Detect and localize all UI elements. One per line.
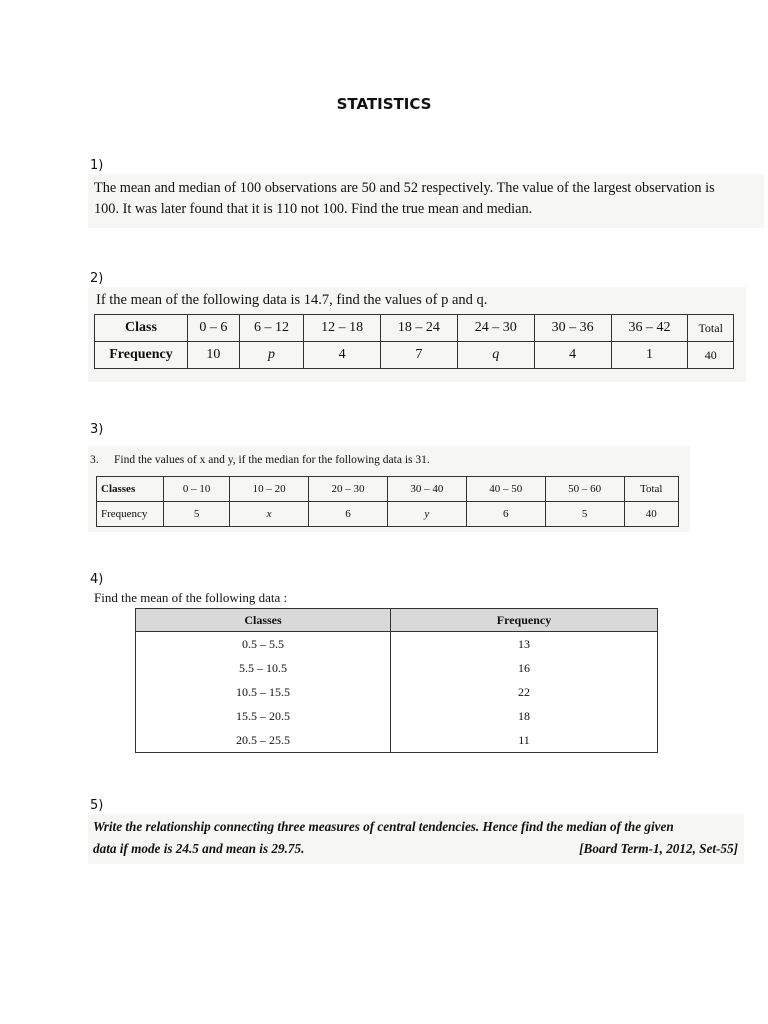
table-row (95, 342, 734, 369)
table-cell: 1 (611, 342, 688, 369)
question-3-prefix: 3. (90, 454, 99, 466)
table-header-row (97, 477, 679, 502)
table-cell: 12 – 18 (304, 315, 381, 342)
table-cell: 4 (304, 342, 381, 369)
question-4-text: Find the mean of the following data : (94, 590, 288, 605)
table-cell: 10 – 20 (230, 477, 309, 502)
question-2-text: If the mean of the following data is 14.7, find the values of p and q. (96, 292, 488, 308)
table-cell: 40 – 50 (466, 477, 545, 502)
question-2-block (88, 287, 746, 382)
table-row (136, 704, 658, 728)
table-cell: 16 (391, 656, 658, 680)
table-cell: 40 (624, 502, 679, 527)
table-row (136, 632, 658, 657)
table-cell: 20.5 – 25.5 (136, 728, 391, 753)
table-cell: x (230, 502, 309, 527)
table-cell: 0 – 10 (164, 477, 230, 502)
question-1-line-1: The mean and median of 100 observations are 50 and 52 respectively. The value of the largest observation is (94, 180, 715, 196)
table-cell: q (457, 342, 534, 369)
table-cell: Class (95, 315, 188, 342)
table-cell: 10 (188, 342, 240, 369)
table-cell: Total (624, 477, 679, 502)
table-cell: 50 – 60 (545, 477, 624, 502)
table-cell: 22 (391, 680, 658, 704)
table-header-row (95, 315, 734, 342)
table-cell: 30 – 36 (534, 315, 611, 342)
table-cell: 13 (391, 632, 658, 657)
table-cell: 36 – 42 (611, 315, 688, 342)
table-cell: 10.5 – 15.5 (136, 680, 391, 704)
table-header-row (136, 609, 658, 632)
page-title: STATISTICS (336, 95, 432, 113)
table-cell: 6 – 12 (239, 315, 303, 342)
table-row (136, 656, 658, 680)
question-2-number: 2) (90, 271, 104, 286)
question-5-line-2: data if mode is 24.5 and mean is 29.75. (93, 841, 305, 856)
question-5-reference: [Board Term-1, 2012, Set-55] (579, 841, 738, 856)
question-1-line-2: 100. It was later found that it is 110 not 100. Find the true mean and median. (94, 201, 533, 217)
question-2-table (94, 314, 734, 369)
table-cell: p (239, 342, 303, 369)
table-cell: 5.5 – 10.5 (136, 656, 391, 680)
question-5-block (88, 814, 744, 864)
question-3-text: Find the values of x and y, if the median for the following data is 31. (114, 454, 430, 466)
table-cell: 30 – 40 (387, 477, 466, 502)
table-cell: 0.5 – 5.5 (136, 632, 391, 657)
table-cell: 15.5 – 20.5 (136, 704, 391, 728)
table-cell: Frequency (95, 342, 188, 369)
table-cell: 24 – 30 (457, 315, 534, 342)
table-cell: 40 (688, 342, 734, 369)
question-1-text-block (88, 174, 764, 228)
table-cell: 20 – 30 (309, 477, 388, 502)
table-cell: 6 (309, 502, 388, 527)
table-cell: Frequency (97, 502, 164, 527)
table-cell: Frequency (391, 609, 658, 632)
table-cell: 11 (391, 728, 658, 753)
table-row (97, 502, 679, 527)
table-cell: 4 (534, 342, 611, 369)
question-4-table (135, 608, 658, 753)
table-cell: 5 (545, 502, 624, 527)
question-4-number: 4) (90, 572, 104, 587)
table-row (136, 728, 658, 753)
table-row (136, 680, 658, 704)
table-cell: Classes (136, 609, 391, 632)
question-3-table (96, 476, 679, 527)
table-cell: Total (688, 315, 734, 342)
table-cell: 7 (381, 342, 458, 369)
question-1-number: 1) (90, 158, 104, 173)
question-3-number: 3) (90, 422, 104, 437)
table-cell: 5 (164, 502, 230, 527)
question-5-number: 5) (90, 798, 104, 813)
table-cell: y (387, 502, 466, 527)
question-3-block (88, 446, 690, 532)
table-cell: 6 (466, 502, 545, 527)
table-cell: 18 (391, 704, 658, 728)
table-cell: Classes (97, 477, 164, 502)
question-5-line-1: Write the relationship connecting three measures of central tendencies. Hence find the median of the given (93, 819, 674, 834)
table-cell: 0 – 6 (188, 315, 240, 342)
table-cell: 18 – 24 (381, 315, 458, 342)
